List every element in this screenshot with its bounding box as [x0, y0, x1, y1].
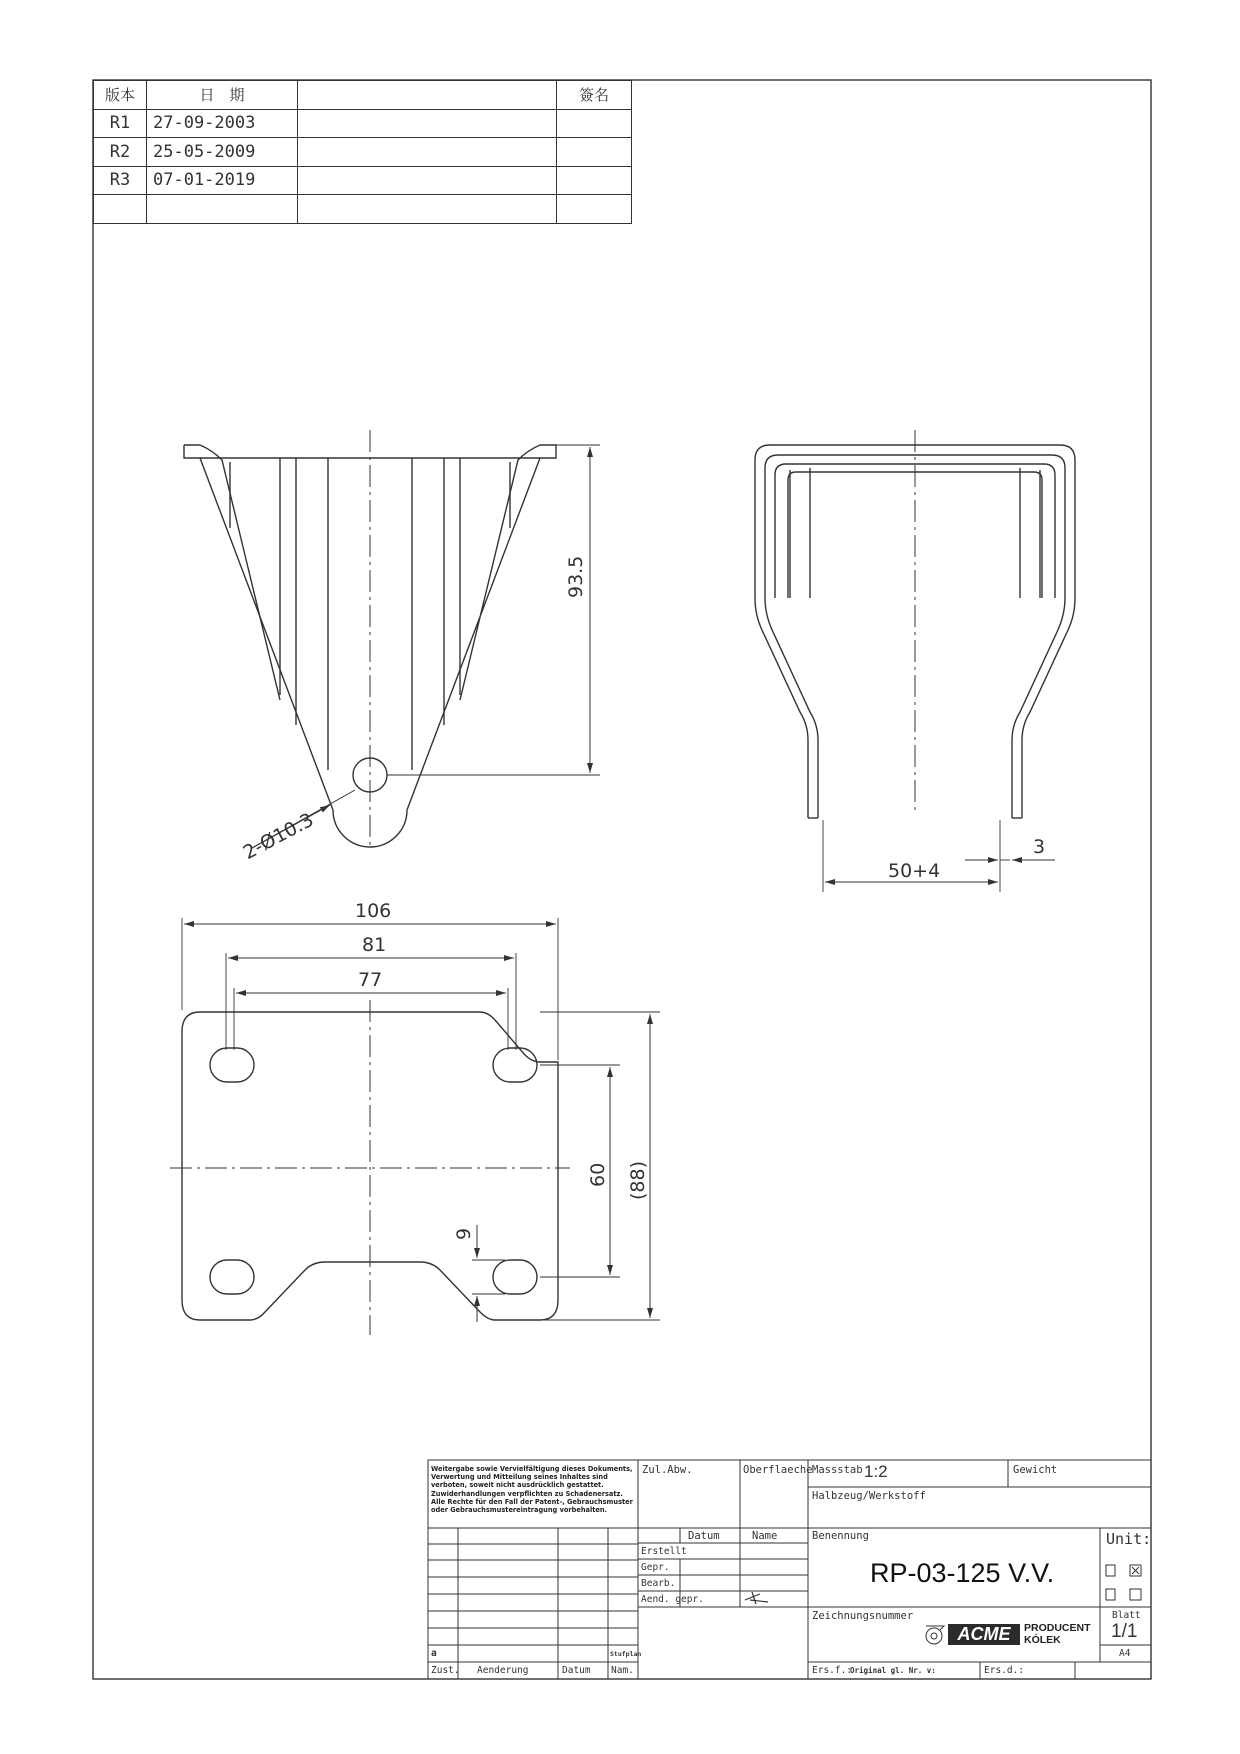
label-benennung: Benennung: [812, 1530, 869, 1542]
label-ersf: Ers.f.:: [812, 1665, 853, 1676]
side-view: [755, 430, 1075, 892]
revision-id: R2: [94, 138, 147, 167]
table-row: [94, 109, 632, 138]
revision-note: [298, 138, 557, 167]
revision-note: [298, 109, 557, 138]
revision-note: [298, 195, 557, 224]
dim-thickness: 3: [1033, 836, 1046, 858]
label-zul-abw: Zul.Abw.: [642, 1464, 693, 1476]
dim-overall-depth: (88): [627, 1160, 649, 1200]
drawing-frame: [93, 80, 1151, 1679]
header-description: [298, 81, 557, 110]
revision-id: [94, 195, 147, 224]
label-unit: Unit:: [1106, 1530, 1152, 1548]
label-gewicht: Gewicht: [1013, 1464, 1058, 1476]
label-name: Name: [752, 1530, 778, 1542]
revision-table-header: [94, 81, 632, 110]
dim-overall-width: 106: [355, 900, 392, 922]
label-zeichnungsnummer: Zeichnungsnummer: [812, 1610, 914, 1622]
table-row: [94, 138, 632, 167]
scale-value: 1:2: [864, 1462, 888, 1481]
header-version: 版本: [94, 81, 147, 110]
label-datum-rev: Datum: [562, 1665, 591, 1676]
label-massstab: Massstab: [812, 1464, 863, 1476]
top-view: [170, 918, 660, 1335]
revision-id: R3: [94, 166, 147, 195]
acme-logo: ACME: [948, 1624, 1020, 1645]
dim-hole-spacing-outer: 81: [362, 934, 387, 956]
copyright-notice: Weitergabe sowie Vervielfältigung dieses Dokuments, Verwertung und Mitteilung seines Inhaltes sind verboten, soweit nicht ausdrücklich gestattet. Zuwiderhandlungen verpflichten zu Schadenersatz. Alle Rechte für den Fall der Patent-, Gebrauchsmuster oder Gebrauchsmustereintragung vorbehalten.: [431, 1465, 633, 1515]
paper-format: A4: [1119, 1648, 1131, 1659]
dim-slot-width: 9: [453, 1227, 475, 1240]
label-zust: Zust.: [431, 1665, 460, 1676]
front-view: [184, 430, 600, 850]
revision-id: R1: [94, 109, 147, 138]
revision-date: 27-09-2003: [147, 109, 298, 138]
revision-note: [298, 166, 557, 195]
revision-date: 25-05-2009: [147, 138, 298, 167]
label-nam: Nam.: [611, 1665, 634, 1676]
revision-sign: [557, 109, 632, 138]
revision-date: 07-01-2019: [147, 166, 298, 195]
dim-hole: 2-Ø10.3: [239, 808, 318, 864]
label-stufe: Stufplan: [610, 1650, 642, 1658]
label-aenderung: Aenderung: [477, 1665, 529, 1676]
table-row: [94, 195, 632, 224]
table-row: [94, 166, 632, 195]
label-blatt: Blatt: [1112, 1610, 1141, 1621]
revision-date: [147, 195, 298, 224]
dim-height: 93.5: [565, 555, 587, 598]
header-signature: 簽名: [557, 81, 632, 110]
sheet-number: 1/1: [1111, 1621, 1138, 1642]
dim-vertical-spacing: 60: [587, 1162, 609, 1187]
label-erstellt: Erstellt: [641, 1546, 687, 1557]
revision-letter: a: [431, 1648, 437, 1659]
label-bearb: Bearb.: [641, 1578, 676, 1589]
drawing-title: RP-03-125 V.V.: [870, 1558, 1055, 1588]
label-ersd: Ers.d.:: [984, 1665, 1025, 1676]
revision-sign: [557, 195, 632, 224]
dim-inner-width: 50+4: [888, 860, 941, 882]
revision-sign: [557, 166, 632, 195]
dim-hole-spacing-inner: 77: [358, 969, 383, 991]
revision-table: [93, 80, 632, 224]
label-gepr: Gepr.: [641, 1562, 670, 1573]
label-original: Original gl. Nr. v:: [850, 1666, 936, 1675]
label-datum: Datum: [688, 1530, 720, 1542]
revision-sign: [557, 138, 632, 167]
label-halbzeug: Halbzeug/Werkstoff: [812, 1490, 926, 1502]
brand-line1: PRODUCENT: [1024, 1622, 1091, 1634]
label-oberflaeche: Oberflaeche: [743, 1464, 813, 1476]
label-aend-gepr: Aend. gepr.: [641, 1594, 704, 1605]
brand-line2: KÓLEK: [1024, 1634, 1061, 1646]
header-date: 日 期: [147, 81, 298, 110]
